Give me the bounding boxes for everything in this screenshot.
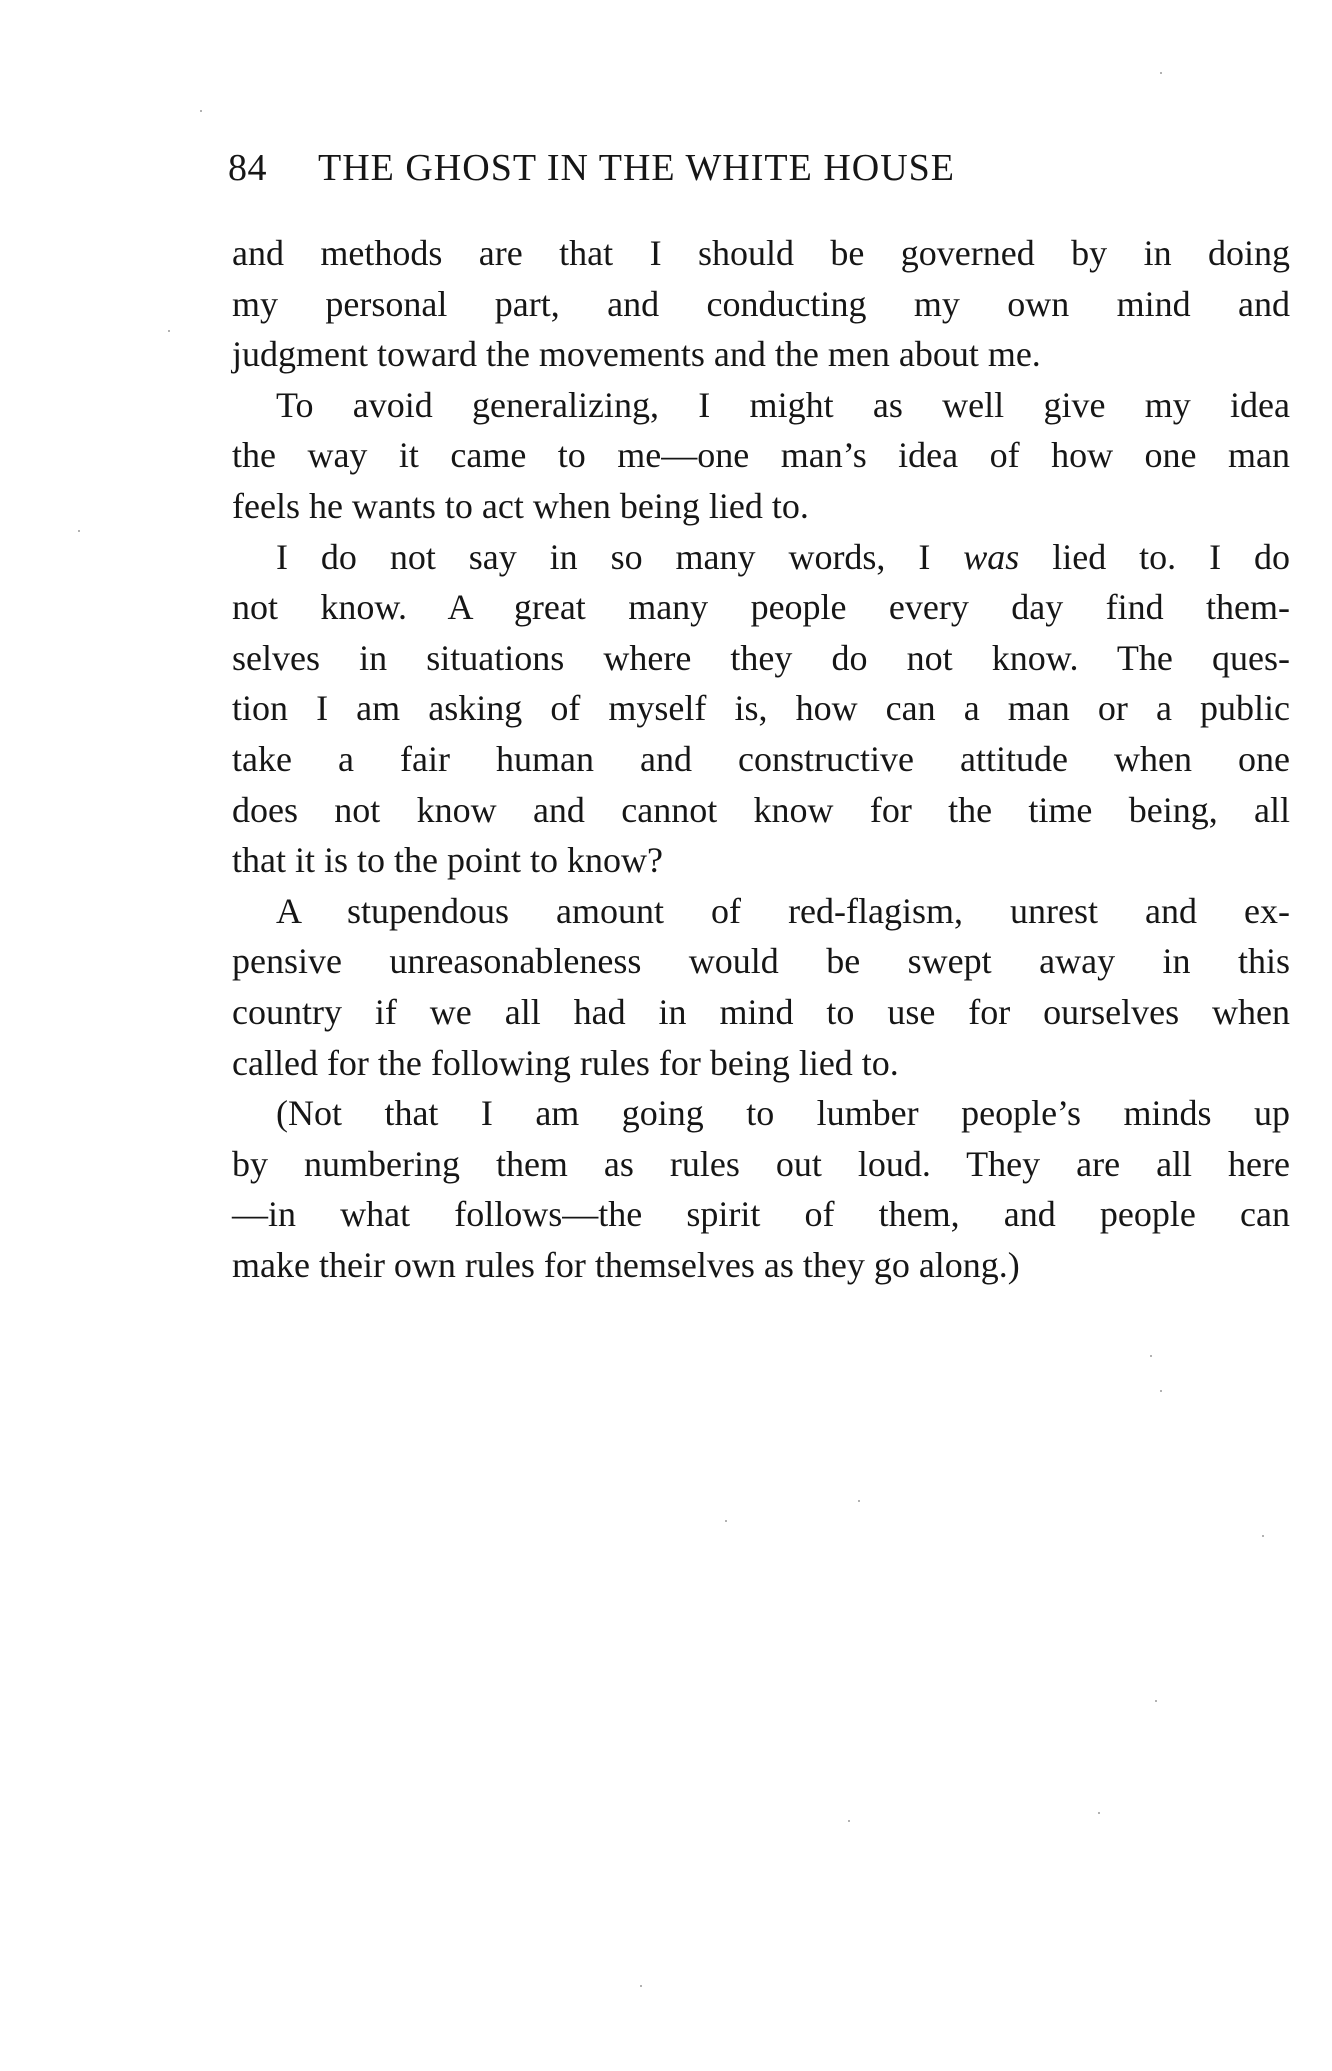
- text-line: that it is to the point to know?: [232, 840, 663, 881]
- scan-speck: [725, 1520, 727, 1522]
- text-line: the way it came to me—one man’s idea of how one man: [232, 435, 1290, 476]
- scan-speck: [78, 530, 80, 532]
- text-line: [232, 532, 1290, 583]
- emphasis-text: was: [963, 536, 1020, 577]
- text-line: and methods are that I should be governed by in doing: [232, 233, 1290, 273]
- paragraph-3: [232, 532, 1290, 886]
- page-number: 84: [228, 147, 267, 189]
- paragraph-1: [232, 228, 1290, 380]
- running-title: THE GHOST IN THE WHITE HOUSE: [318, 147, 956, 189]
- scan-speck: [858, 1500, 860, 1502]
- text-line: my personal part, and conducting my own mind and: [232, 283, 1290, 324]
- text-line: take a fair human and constructive attitude when one: [232, 738, 1290, 779]
- text-line: country if we all had in mind to use for ourselves when: [232, 991, 1290, 1032]
- text-line: not know. A great many people every day find them-: [232, 587, 1290, 628]
- scan-speck: [1160, 1390, 1162, 1392]
- paragraph-2: [232, 380, 1290, 532]
- paragraph-4: [232, 886, 1290, 1088]
- text-line: does not know and cannot know for the time being, all: [232, 789, 1290, 830]
- text-line: To avoid generalizing, I might as well give my idea: [276, 384, 1290, 425]
- text-line: judgment toward the movements and the men about me.: [232, 334, 1041, 375]
- scan-speck: [1160, 72, 1162, 74]
- text-line: A stupendous amount of red-flagism, unrest and ex-: [276, 890, 1290, 931]
- scan-speck: [200, 110, 202, 112]
- text-line: —in what follows—the spirit of them, and people can: [232, 1194, 1290, 1235]
- text-segment: I do not say in so many words, I: [276, 536, 964, 577]
- body-text: [232, 228, 1290, 1290]
- text-line: tion I am asking of myself is, how can a man or a public: [232, 688, 1290, 729]
- scan-speck: [640, 1985, 642, 1987]
- text-line: feels he wants to act when being lied to.: [232, 485, 809, 526]
- scan-speck: [1150, 1355, 1152, 1357]
- scan-speck: [1098, 1812, 1100, 1814]
- text-line: selves in situations where they do not know. The ques-: [232, 637, 1290, 678]
- text-line: pensive unreasonableness would be swept away in this: [232, 941, 1290, 982]
- scan-speck: [848, 1820, 850, 1822]
- text-segment: lied to. I do: [1019, 536, 1290, 577]
- running-head: [228, 144, 1178, 192]
- text-line: make their own rules for themselves as they go along.): [232, 1244, 1020, 1285]
- text-line: called for the following rules for being lied to.: [232, 1042, 899, 1083]
- text-line: (Not that I am going to lumber people’s minds up: [276, 1093, 1290, 1134]
- text-line: by numbering them as rules out loud. They are all here: [232, 1143, 1290, 1184]
- scan-speck: [1155, 1700, 1157, 1702]
- scan-speck: [1262, 1535, 1264, 1537]
- scan-speck: [168, 330, 170, 332]
- paragraph-5: [232, 1088, 1290, 1290]
